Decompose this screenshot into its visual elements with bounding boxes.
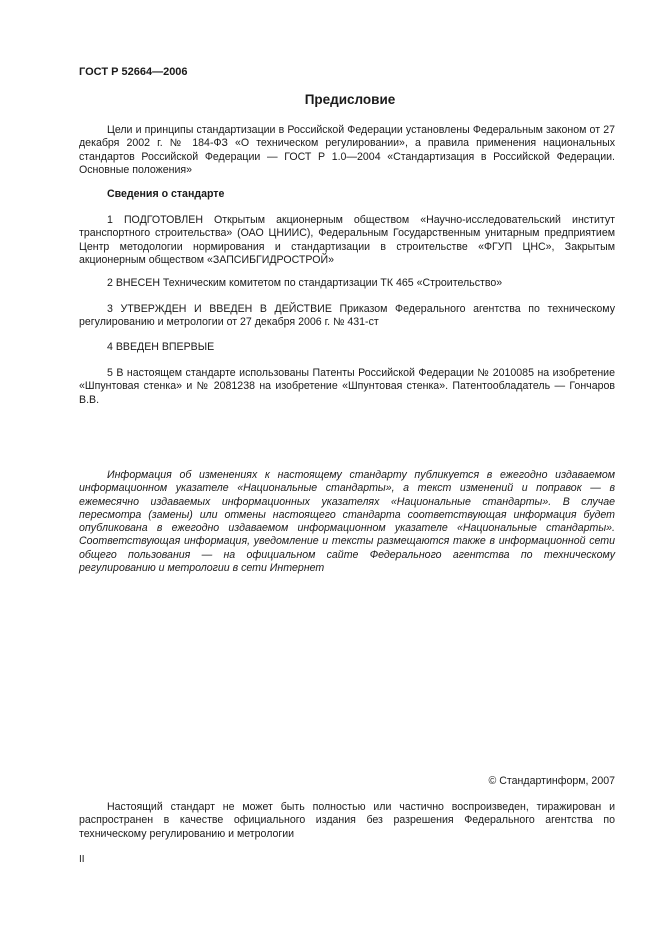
- section-heading: Сведения о стандарте: [107, 188, 225, 200]
- copyright: © Стандартинформ, 2007: [488, 775, 615, 787]
- document-header: ГОСТ Р 52664—2006: [79, 66, 188, 78]
- list-item: 3 УТВЕРЖДЕН И ВВЕДЕН В ДЕЙСТВИЕ Приказом Федерального агентства по техническому регулированию и метрологии от 27 декабря 2006 г. № 431-ст: [79, 303, 615, 329]
- info-notice: Информация об изменениях к настоящему стандарту публикуется в ежегодно издаваемом информационном указателе «Национальные стандарты», а текст изменений и поправок — в ежемесячно издаваемых информационных указателях «Национальные стандарты». В случае пересмотра (замены) или отмены настоящего стандарта соответствующая информация будет опубликована в ежегодно издаваемом информационном указателе «Национальные стандарты». Соответствующая информация, уведомление и тексты размещаются также в информационной сети общего пользования — на официальном сайте Федерального агентства по техническому регулированию и метрологии в сети Интернет: [79, 469, 615, 575]
- list-item: 5 В настоящем стандарте использованы Патенты Российской Федерации № 2010085 на изобретение «Шпунтовая стенка» и № 2081238 на изобретение «Шпунтовая стенка». Патентообладатель — Гончаров В.В.: [79, 367, 615, 406]
- page-title: Предисловие: [304, 92, 396, 107]
- intro-paragraph: Цели и принципы стандартизации в Российской Федерации установлены Федеральным законом от 27 декабря 2002 г. № 184-ФЗ «О техническом регулировании», а правила применения национальных стандартов Российской Федерации — ГОСТ Р 1.0—2004 «Стандартизация в Российской Федерации. Основные положения»: [79, 124, 615, 176]
- list-item: 2 ВНЕСЕН Техническим комитетом по стандартизации ТК 465 «Строительство»: [107, 277, 503, 289]
- list-item: 1 ПОДГОТОВЛЕН Открытым акционерным обществом «Научно-исследовательский институт транспортного строительства» (ОАО ЦНИИС), Федеральным Государственным унитарным предприятием Центр методологии нормирования и стандартизации в строительстве «ФГУП ЦНС», Закрытым акционерным обществом «ЗАПСИБГИДРОСТРОЙ»: [79, 214, 615, 266]
- reproduction-notice: Настоящий стандарт не может быть полностью или частично воспроизведен, тиражирован и распространен в качестве официального издания без разрешения Федерального агентства по техническому регулированию и метрологии: [79, 801, 615, 840]
- page-number: II: [79, 854, 85, 865]
- list-item: 4 ВВЕДЕН ВПЕРВЫЕ: [107, 341, 215, 353]
